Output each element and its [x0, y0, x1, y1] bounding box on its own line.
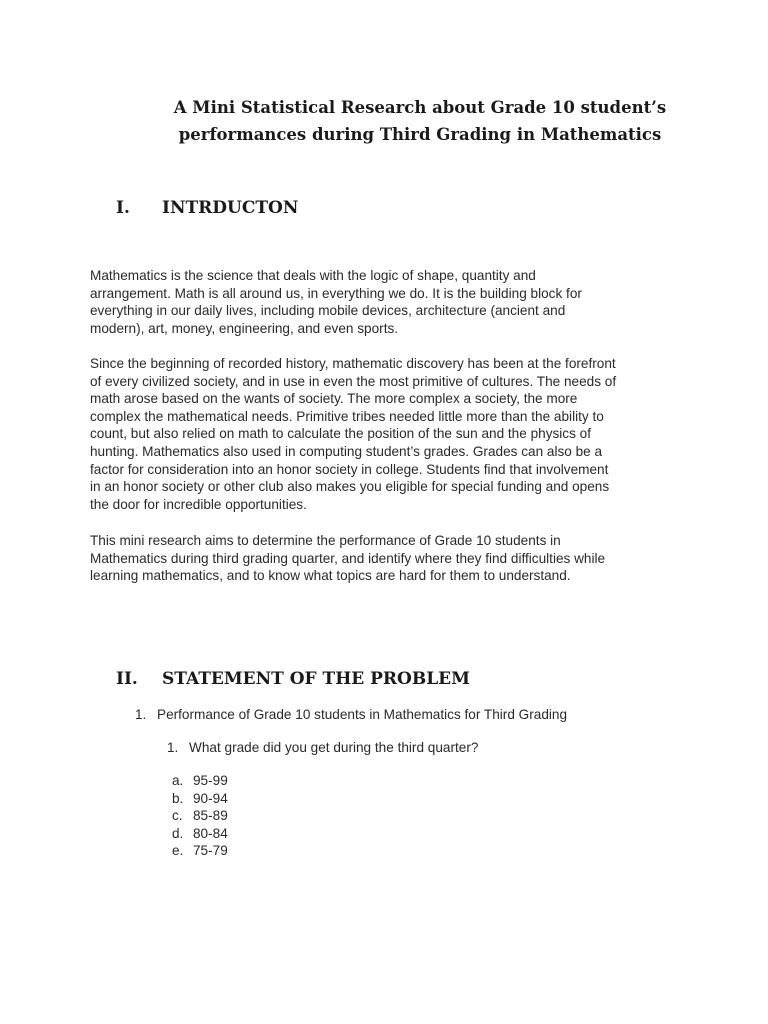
choice-letter: d.: [172, 825, 184, 841]
text-line: math arose based on the wants of society. The more complex a society, the more: [90, 391, 578, 407]
choice-text: 95-99: [193, 773, 228, 788]
choice-letter: a.: [172, 773, 184, 788]
problem-item: [135, 706, 567, 724]
intro-paragraph-1: [90, 267, 690, 337]
choice-text: 85-89: [193, 808, 228, 824]
choice-letter: b.: [172, 790, 184, 806]
text-line: the door for incredible opportunities.: [90, 496, 307, 512]
answer-choices: [172, 772, 228, 860]
section-title: STATEMENT OF THE PROBLEM: [162, 669, 470, 689]
title-line: performances during Third Grading in Mathematics: [178, 125, 662, 144]
question-text: What grade did you get during the third quarter?: [189, 740, 479, 755]
list-marker: 1.: [167, 740, 179, 755]
answer-choice: [172, 772, 228, 790]
text-line: everything in our daily lives, including mobile devices, architecture (ancient and: [90, 303, 566, 319]
intro-paragraph-3: [90, 532, 690, 585]
answer-choice: [172, 807, 228, 825]
section-number: II.: [116, 669, 138, 689]
text-line: learning mathematics, and to know what topics are hard for them to understand.: [90, 568, 571, 584]
answer-choice: [172, 842, 228, 860]
title-line: A Mini Statistical Research about Grade 10 student’s: [173, 98, 667, 117]
choice-letter: c.: [172, 808, 183, 824]
section-title: INTRDUCTON: [162, 198, 299, 218]
text-line: Since the beginning of recorded history, mathematic discovery has been at the forefront: [90, 356, 616, 371]
text-line: arrangement. Math is all around us, in everything we do. It is the building block for: [90, 285, 582, 301]
problem-item-text: Performance of Grade 10 students in Mathematics for Third Grading: [157, 707, 568, 722]
text-line: count, but also relied on math to calculate the position of the sun and the physics of: [90, 426, 592, 442]
list-marker: 1.: [135, 707, 147, 722]
text-line: hunting. Mathematics also used in computing student’s grades. Grades can also be a: [90, 443, 603, 459]
answer-choice: [172, 790, 228, 808]
answer-choice: [172, 825, 228, 843]
text-line: of every civilized society, and in use in even the most primitive of cultures. The needs of: [90, 373, 617, 389]
section-number: I.: [116, 198, 130, 218]
text-line: Mathematics is the science that deals with the logic of shape, quantity and: [90, 268, 536, 283]
text-line: This mini research aims to determine the performance of Grade 10 students in: [90, 533, 561, 548]
intro-paragraph-2: [90, 355, 690, 513]
choice-text: 75-79: [193, 843, 228, 859]
text-line: factor for consideration into an honor society in college. Students find that involvement: [90, 461, 609, 477]
choice-text: 80-84: [193, 825, 228, 841]
text-line: Mathematics during third grading quarter, and identify where they find difficulties while: [90, 550, 606, 566]
choice-text: 90-94: [193, 790, 228, 806]
text-line: modern), art, money, engineering, and even sports.: [90, 320, 399, 336]
question-item: [167, 739, 478, 757]
text-line: in an honor society or other club also makes you eligible for special funding and opens: [90, 479, 610, 495]
section-heading-introduction: [116, 198, 298, 218]
document-title: [150, 94, 690, 148]
text-line: complex the mathematical needs. Primitive tribes needed little more than the ability to: [90, 408, 604, 424]
section-heading-statement-of-problem: [116, 669, 470, 689]
choice-letter: e.: [172, 843, 184, 859]
